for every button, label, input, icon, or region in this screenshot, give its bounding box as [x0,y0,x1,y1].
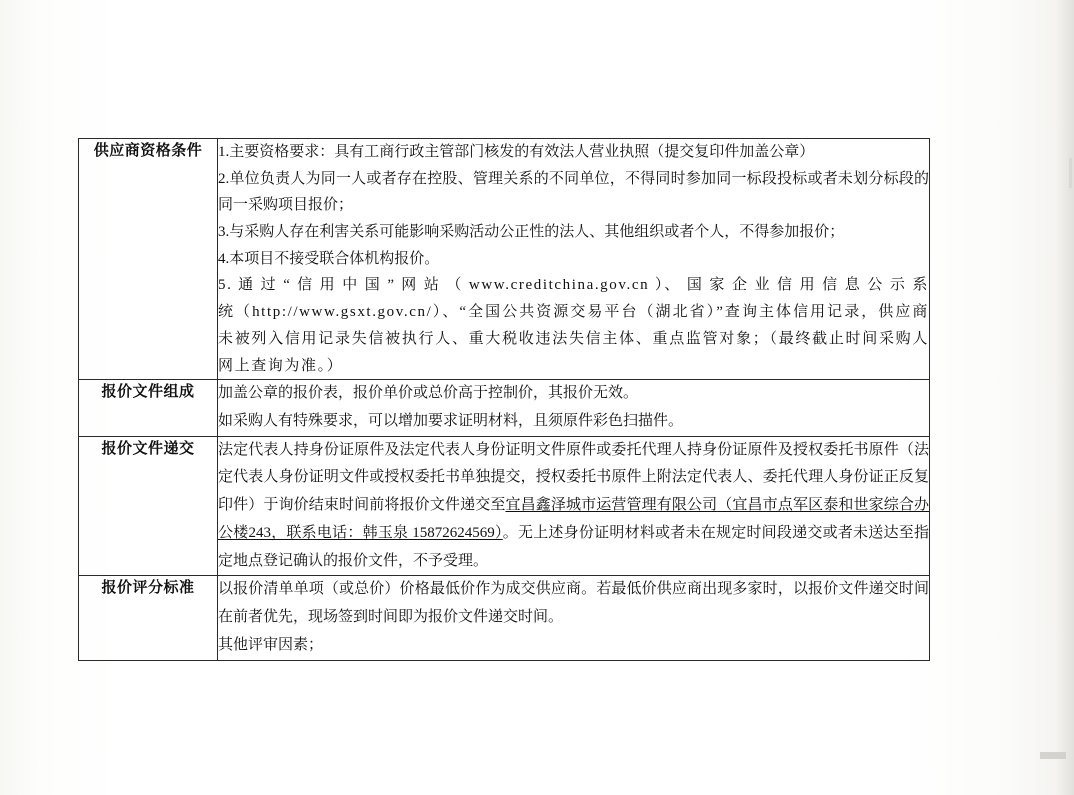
paragraph: 其他评审因素； [218,636,324,653]
requirements-table [78,138,930,661]
row-label-scoring-criteria: 报价评分标准 [79,576,218,660]
paragraph: 2.单位负责人为同一人或者存在控股、管理关系的不同单位，不得同时参加同一标段投标或者未划分标段的同一采购项目报价； [218,170,929,214]
paragraph: 5. 通 过 “ 信 用 中 国 ” 网 站 （ www.creditchina.gov.cn ）、 国 家 企 业 信 用 信 息 公 示 系 统（http://www.gsxt.gov.cn/）、“全国公共资源交易平台（湖北省）”查询主体信用记录，供应商未被列入信用记录失信被执行人、重大税收违法失信主体、重点监管对象；（最终截止时间采购人网上查询为准。） [218,277,929,374]
paragraph: 1.主要资格要求：具有工商行政主管部门核发的有效法人营业执照（提交复印件加盖公章） [218,144,815,160]
row-content-quotation-composition [218,380,930,437]
row-label-quotation-delivery: 报价文件递交 [79,436,218,576]
delivery-text-part2: 。无上述身份证明材料或者未在规定时间段递交或者未送达至指定地点登记确认的报价文件，不予受理。 [218,524,929,569]
delivery-text-part1: 法定代表人持身份证原件及法定代表人身份证明文件原件或委托代理人持身份证原件及授权委托书原件（法定代表人身份证明文件或授权委托书单独提交，授权委托书原件上附法定代表人、委托代理人身份证正反复印件）于询价结束时间前将报价文件递交至 [218,441,929,514]
paragraph: 如采购人有特殊要求，可以增加要求证明材料，且须原件彩色扫描件。 [218,412,684,429]
delivery-address-contact: （宜昌市点军区泰和世家综合办公楼243，联系电话：韩玉泉 15872624569） [218,497,929,541]
row-content-quotation-delivery [218,436,930,576]
row-label-supplier-qualification: 供应商资格条件 [79,139,218,380]
page-edge-mark [1069,158,1072,188]
table-row [79,380,930,437]
paragraph [218,437,929,576]
paragraph: 3.与采购人存在利害关系可能影响采购活动公正性的法人、其他组织或者个人，不得参加报价； [218,224,845,241]
paragraph: 4.本项目不接受联合体机构报价。 [218,250,440,267]
delivery-company-name: 宜昌鑫泽城市运营管理有限公司 [505,497,718,514]
table-row [79,436,930,576]
paragraph: 以报价清单单项（或总价）价格最低价作为成交供应商。若最低价供应商出现多家时，以报价文件递交时间在前者优先，现场签到时间即为报价文件递交时间。 [218,581,929,626]
paragraph: 加盖公章的报价表，报价单价或总价高于控制价，其报价无效。 [218,385,639,402]
row-content-scoring-criteria [218,576,930,660]
page-edge-shadow [1056,0,1074,795]
table-row [79,139,930,380]
row-label-quotation-composition: 报价文件组成 [79,380,218,437]
row-content-supplier-qualification [218,139,930,380]
page-corner-mark [1040,752,1066,759]
table-row [79,576,930,660]
